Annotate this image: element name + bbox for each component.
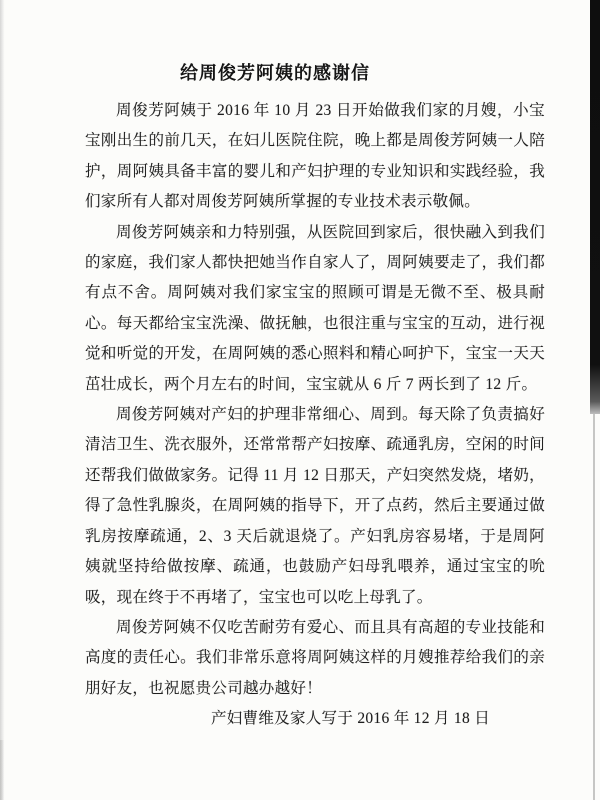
letter-paragraph-4: 周俊芳阿姨不仅吃苦耐劳有爱心、而且具有高超的专业技能和高度的责任心。我们非常乐意将周阿姨这样的月嫂推荐给我们的亲朋好友，也祝愿贵公司越办越好！ — [85, 618, 545, 697]
scan-right-edge-dark-strip — [590, 0, 600, 414]
scan-right-edge-line — [593, 414, 595, 800]
letter-paragraph-1: 周俊芳阿姨于 2016 年 10 月 23 日开始做我们家的月嫂，小宝宝刚出生的前几天，在妇儿医院住院，晚上都是周俊芳阿姨一人陪护，周阿姨具备丰富的婴儿和产妇护理的专业知识和实践经验，我们家所有人都对周俊芳阿姨所掌握的专业技术表示敬佩。 — [85, 102, 545, 211]
letter-paragraph-2: 周俊芳阿姨亲和力特别强，从医院回到家后，很快融入到我们的家庭，我们家人都快把她当作自家人了，周阿姨要走了，我们都有点不舍。周阿姨对我们家宝宝的照顾可谓是无微不至、极具耐心。每天都给宝宝洗澡、做抚触，也很注重与宝宝的互动，进行视觉和听觉的开发，在周阿姨的悉心照料和精心呵护下，宝宝一天天茁壮成长，两个月左右的时间，宝宝就从 6 斤 7 两长到了 12 斤。 — [85, 223, 545, 393]
letter-paragraph-3: 周俊芳阿姨对产妇的护理非常细心、周到。每天除了负责搞好清洁卫生、洗衣服外，还常常帮产妇按摩、疏通乳房，空闲的时间还帮我们做做家务。记得 11 月 12 日那天，产妇突然发烧，堵奶，得了急性乳腺炎，在周阿姨的指导下，开了点药，然后主要通过做乳房按摩疏通，2、3 天后就退烧了。产妇乳房容易堵，于是周阿姨就坚持给做按摩、疏通，也鼓励产妇母乳喂养，通过宝宝的吮吸，现在终于不再堵了，宝宝也可以吃上母乳了。 — [85, 406, 545, 606]
signature-line: 产妇曹维及家人写于 2016 年 12 月 18 日 — [210, 710, 490, 728]
scan-left-edge-shadow — [0, 0, 5, 800]
letter-title: 给周俊芳阿姨的感谢信 — [180, 63, 370, 83]
letter-content — [85, 60, 545, 735]
scan-bottom-left-smudge — [0, 740, 4, 800]
